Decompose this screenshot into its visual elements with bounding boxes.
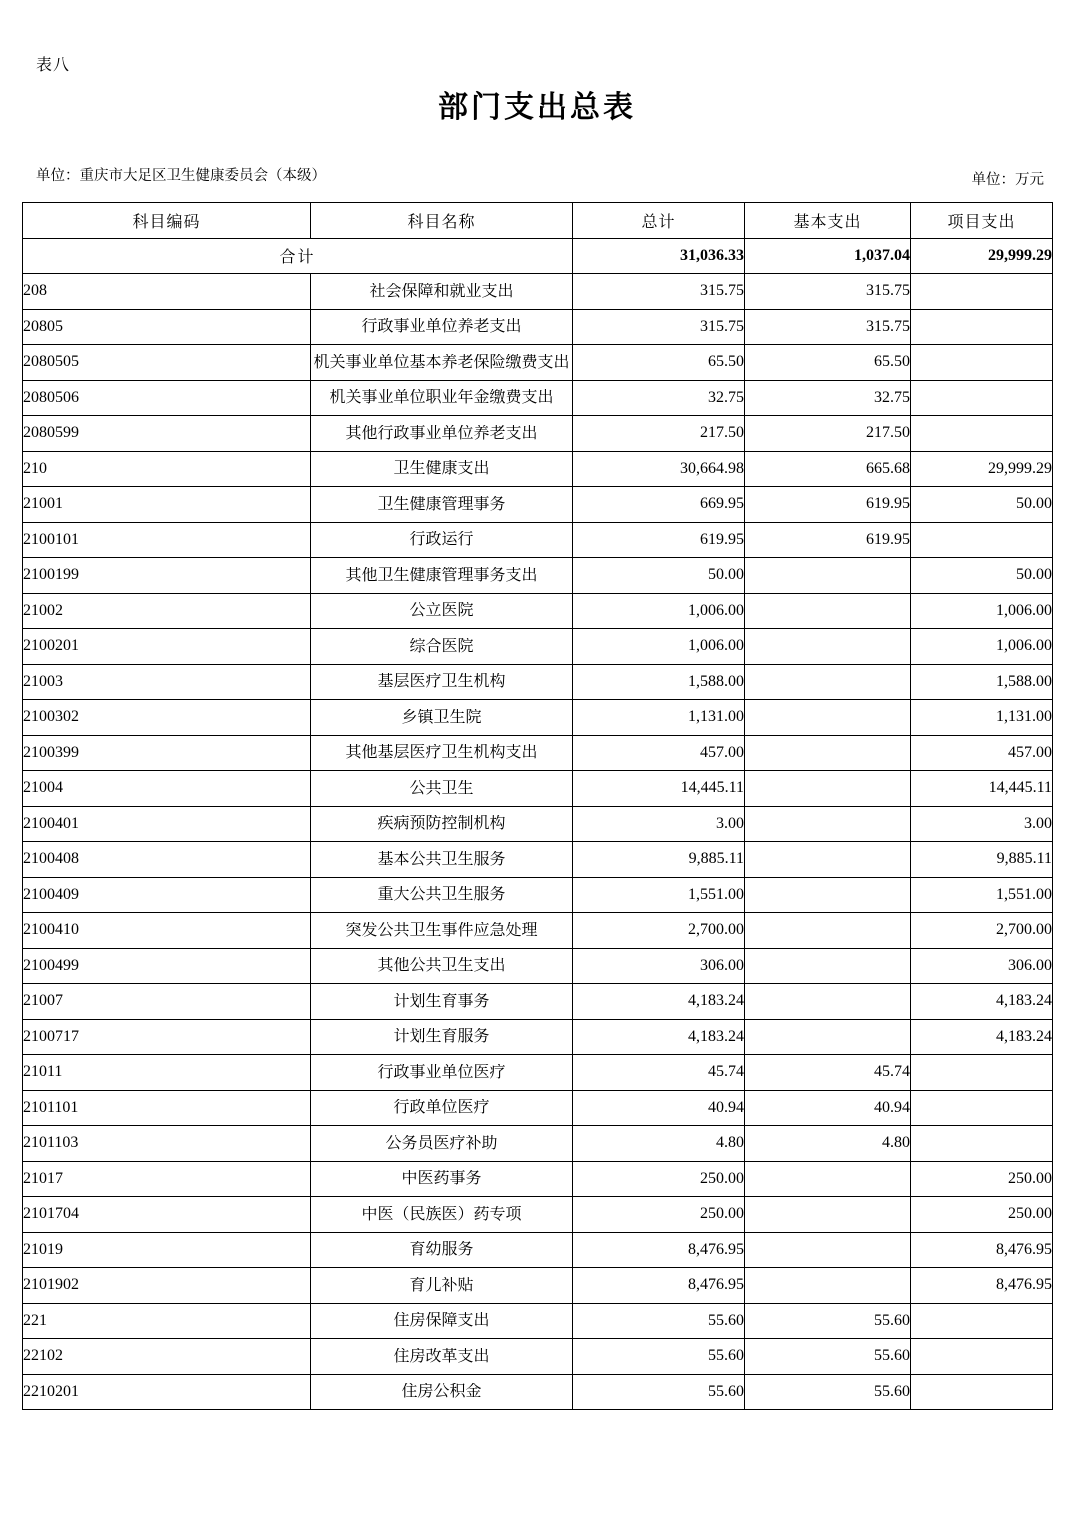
table-row <box>23 948 1053 984</box>
cell-total: 8,476.95 <box>573 1268 745 1304</box>
cell-basic <box>745 1268 911 1304</box>
cell-code: 21001 <box>23 487 311 523</box>
cell-total: 50.00 <box>573 558 745 594</box>
table-row <box>23 451 1053 487</box>
cell-project <box>911 1303 1053 1339</box>
column-header-code: 科目编码 <box>23 203 311 239</box>
cell-name: 育幼服务 <box>311 1232 573 1268</box>
cell-total: 55.60 <box>573 1339 745 1375</box>
cell-project: 1,006.00 <box>911 629 1053 665</box>
cell-code: 21017 <box>23 1161 311 1197</box>
cell-project: 8,476.95 <box>911 1268 1053 1304</box>
cell-project <box>911 416 1053 452</box>
cell-code: 2100717 <box>23 1019 311 1055</box>
cell-code: 2100410 <box>23 913 311 949</box>
cell-code: 2100409 <box>23 877 311 913</box>
cell-name: 其他基层医疗卫生机构支出 <box>311 735 573 771</box>
table-row <box>23 913 1053 949</box>
cell-basic: 32.75 <box>745 380 911 416</box>
cell-code: 221 <box>23 1303 311 1339</box>
cell-basic: 65.50 <box>745 345 911 381</box>
table-row <box>23 345 1053 381</box>
cell-total: 1,551.00 <box>573 877 745 913</box>
cell-project: 14,445.11 <box>911 771 1053 807</box>
cell-total: 1,588.00 <box>573 664 745 700</box>
cell-project: 1,551.00 <box>911 877 1053 913</box>
cell-total: 1,006.00 <box>573 629 745 665</box>
cell-project: 250.00 <box>911 1197 1053 1233</box>
cell-total: 4,183.24 <box>573 984 745 1020</box>
cell-project <box>911 1055 1053 1091</box>
table-header <box>23 203 1053 239</box>
cell-code: 2080599 <box>23 416 311 452</box>
cell-basic: 665.68 <box>745 451 911 487</box>
cell-name: 疾病预防控制机构 <box>311 806 573 842</box>
cell-basic <box>745 700 911 736</box>
cell-total: 14,445.11 <box>573 771 745 807</box>
cell-basic <box>745 735 911 771</box>
cell-project <box>911 1374 1053 1410</box>
cell-code: 2101902 <box>23 1268 311 1304</box>
cell-project: 306.00 <box>911 948 1053 984</box>
form-number: 表八 <box>36 57 71 74</box>
cell-basic: 45.74 <box>745 1055 911 1091</box>
cell-code: 2100101 <box>23 522 311 558</box>
table-row <box>23 487 1053 523</box>
table-row <box>23 274 1053 310</box>
cell-basic: 55.60 <box>745 1374 911 1410</box>
cell-name: 其他行政事业单位养老支出 <box>311 416 573 452</box>
table-row <box>23 1055 1053 1091</box>
cell-basic <box>745 629 911 665</box>
cell-total: 217.50 <box>573 416 745 452</box>
cell-name: 机关事业单位职业年金缴费支出 <box>311 380 573 416</box>
cell-name: 行政事业单位养老支出 <box>311 309 573 345</box>
cell-basic <box>745 771 911 807</box>
cell-name: 社会保障和就业支出 <box>311 274 573 310</box>
table-body <box>23 238 1053 1410</box>
cell-code: 2100302 <box>23 700 311 736</box>
cell-basic <box>745 806 911 842</box>
cell-code: 2100199 <box>23 558 311 594</box>
table-row <box>23 1090 1053 1126</box>
cell-name: 机关事业单位基本养老保险缴费支出 <box>311 345 573 381</box>
total-row-basic: 1,037.04 <box>745 238 911 274</box>
cell-basic <box>745 842 911 878</box>
table-row <box>23 842 1053 878</box>
cell-name: 住房改革支出 <box>311 1339 573 1375</box>
cell-name: 卫生健康管理事务 <box>311 487 573 523</box>
cell-basic <box>745 1232 911 1268</box>
cell-project: 9,885.11 <box>911 842 1053 878</box>
cell-project: 50.00 <box>911 487 1053 523</box>
cell-name: 乡镇卫生院 <box>311 700 573 736</box>
cell-basic <box>745 877 911 913</box>
cell-project: 50.00 <box>911 558 1053 594</box>
cell-total: 315.75 <box>573 274 745 310</box>
cell-project <box>911 1126 1053 1162</box>
cell-total: 250.00 <box>573 1161 745 1197</box>
total-row-total: 31,036.33 <box>573 238 745 274</box>
table-row <box>23 664 1053 700</box>
table-row <box>23 629 1053 665</box>
cell-name: 突发公共卫生事件应急处理 <box>311 913 573 949</box>
cell-name: 住房公积金 <box>311 1374 573 1410</box>
cell-total: 669.95 <box>573 487 745 523</box>
table-row <box>23 1303 1053 1339</box>
cell-project: 3.00 <box>911 806 1053 842</box>
cell-code: 21003 <box>23 664 311 700</box>
cell-project: 8,476.95 <box>911 1232 1053 1268</box>
cell-name: 中医（民族医）药专项 <box>311 1197 573 1233</box>
cell-code: 21011 <box>23 1055 311 1091</box>
cell-code: 2080505 <box>23 345 311 381</box>
cell-code: 2101101 <box>23 1090 311 1126</box>
table-row <box>23 1126 1053 1162</box>
cell-project <box>911 380 1053 416</box>
cell-basic <box>745 948 911 984</box>
cell-total: 55.60 <box>573 1303 745 1339</box>
cell-name: 中医药事务 <box>311 1161 573 1197</box>
cell-code: 2100408 <box>23 842 311 878</box>
cell-total: 65.50 <box>573 345 745 381</box>
cell-project <box>911 522 1053 558</box>
cell-name: 综合医院 <box>311 629 573 665</box>
cell-project <box>911 1339 1053 1375</box>
cell-total: 30,664.98 <box>573 451 745 487</box>
cell-name: 计划生育服务 <box>311 1019 573 1055</box>
cell-name: 育儿补贴 <box>311 1268 573 1304</box>
cell-project: 250.00 <box>911 1161 1053 1197</box>
page-title: 部门支出总表 <box>438 91 636 124</box>
cell-basic <box>745 1161 911 1197</box>
table-row <box>23 416 1053 452</box>
cell-basic: 619.95 <box>745 522 911 558</box>
cell-code: 22102 <box>23 1339 311 1375</box>
table-row <box>23 877 1053 913</box>
cell-total: 1,006.00 <box>573 593 745 629</box>
column-header-total: 总计 <box>573 203 745 239</box>
cell-project <box>911 345 1053 381</box>
cell-total: 40.94 <box>573 1090 745 1126</box>
expenditure-table <box>22 202 1053 1410</box>
cell-basic <box>745 913 911 949</box>
cell-project <box>911 1090 1053 1126</box>
cell-total: 32.75 <box>573 380 745 416</box>
total-row-label: 合计 <box>23 238 573 274</box>
cell-name: 重大公共卫生服务 <box>311 877 573 913</box>
header-row <box>23 203 1053 239</box>
total-row <box>23 238 1053 274</box>
cell-code: 2100401 <box>23 806 311 842</box>
cell-code: 21004 <box>23 771 311 807</box>
cell-name: 行政运行 <box>311 522 573 558</box>
cell-basic: 55.60 <box>745 1303 911 1339</box>
cell-basic <box>745 1197 911 1233</box>
cell-name: 其他公共卫生支出 <box>311 948 573 984</box>
cell-basic <box>745 558 911 594</box>
cell-code: 2100399 <box>23 735 311 771</box>
cell-total: 8,476.95 <box>573 1232 745 1268</box>
cell-total: 55.60 <box>573 1374 745 1410</box>
cell-code: 2100201 <box>23 629 311 665</box>
table-row <box>23 380 1053 416</box>
column-header-name: 科目名称 <box>311 203 573 239</box>
cell-code: 2100499 <box>23 948 311 984</box>
cell-name: 公立医院 <box>311 593 573 629</box>
cell-name: 计划生育事务 <box>311 984 573 1020</box>
cell-name: 住房保障支出 <box>311 1303 573 1339</box>
cell-project: 1,588.00 <box>911 664 1053 700</box>
table-row <box>23 1232 1053 1268</box>
cell-basic <box>745 1019 911 1055</box>
cell-basic: 619.95 <box>745 487 911 523</box>
cell-project: 4,183.24 <box>911 984 1053 1020</box>
cell-project <box>911 309 1053 345</box>
cell-project: 457.00 <box>911 735 1053 771</box>
cell-code: 20805 <box>23 309 311 345</box>
cell-total: 457.00 <box>573 735 745 771</box>
table-row <box>23 771 1053 807</box>
cell-basic: 217.50 <box>745 416 911 452</box>
cell-code: 210 <box>23 451 311 487</box>
table-row <box>23 522 1053 558</box>
table-row <box>23 1019 1053 1055</box>
cell-code: 2101704 <box>23 1197 311 1233</box>
cell-code: 21002 <box>23 593 311 629</box>
cell-project: 29,999.29 <box>911 451 1053 487</box>
cell-total: 1,131.00 <box>573 700 745 736</box>
table-row <box>23 1268 1053 1304</box>
cell-name: 其他卫生健康管理事务支出 <box>311 558 573 594</box>
cell-code: 2210201 <box>23 1374 311 1410</box>
table-row <box>23 984 1053 1020</box>
table-row <box>23 593 1053 629</box>
cell-basic <box>745 664 911 700</box>
cell-total: 4.80 <box>573 1126 745 1162</box>
cell-project: 4,183.24 <box>911 1019 1053 1055</box>
table-row <box>23 1161 1053 1197</box>
table-row <box>23 806 1053 842</box>
cell-total: 250.00 <box>573 1197 745 1233</box>
cell-total: 619.95 <box>573 522 745 558</box>
cell-basic: 315.75 <box>745 309 911 345</box>
cell-project: 1,006.00 <box>911 593 1053 629</box>
cell-project: 2,700.00 <box>911 913 1053 949</box>
cell-basic <box>745 984 911 1020</box>
total-row-project: 29,999.29 <box>911 238 1053 274</box>
cell-project <box>911 274 1053 310</box>
cell-total: 45.74 <box>573 1055 745 1091</box>
cell-basic: 55.60 <box>745 1339 911 1375</box>
meta-row <box>22 168 1052 202</box>
cell-basic: 40.94 <box>745 1090 911 1126</box>
table-row <box>23 1197 1053 1233</box>
cell-code: 2080506 <box>23 380 311 416</box>
table-row <box>23 1339 1053 1375</box>
cell-basic: 315.75 <box>745 274 911 310</box>
cell-name: 行政事业单位医疗 <box>311 1055 573 1091</box>
cell-name: 公共卫生 <box>311 771 573 807</box>
unit-label-right: 单位：万元 <box>971 172 1044 188</box>
cell-name: 公务员医疗补助 <box>311 1126 573 1162</box>
cell-total: 4,183.24 <box>573 1019 745 1055</box>
column-header-project: 项目支出 <box>911 203 1053 239</box>
cell-basic: 4.80 <box>745 1126 911 1162</box>
cell-code: 21019 <box>23 1232 311 1268</box>
cell-name: 基本公共卫生服务 <box>311 842 573 878</box>
cell-total: 315.75 <box>573 309 745 345</box>
cell-name: 行政单位医疗 <box>311 1090 573 1126</box>
cell-basic <box>745 593 911 629</box>
cell-total: 2,700.00 <box>573 913 745 949</box>
table-row <box>23 700 1053 736</box>
table-row <box>23 309 1053 345</box>
cell-name: 基层医疗卫生机构 <box>311 664 573 700</box>
cell-name: 卫生健康支出 <box>311 451 573 487</box>
cell-project: 1,131.00 <box>911 700 1053 736</box>
cell-code: 208 <box>23 274 311 310</box>
cell-total: 9,885.11 <box>573 842 745 878</box>
cell-total: 306.00 <box>573 948 745 984</box>
cell-code: 2101103 <box>23 1126 311 1162</box>
table-row <box>23 1374 1053 1410</box>
cell-code: 21007 <box>23 984 311 1020</box>
cell-total: 3.00 <box>573 806 745 842</box>
column-header-basic: 基本支出 <box>745 203 911 239</box>
table-row <box>23 735 1053 771</box>
table-row <box>23 558 1053 594</box>
unit-label-left: 单位：重庆市大足区卫生健康委员会（本级） <box>36 168 326 184</box>
